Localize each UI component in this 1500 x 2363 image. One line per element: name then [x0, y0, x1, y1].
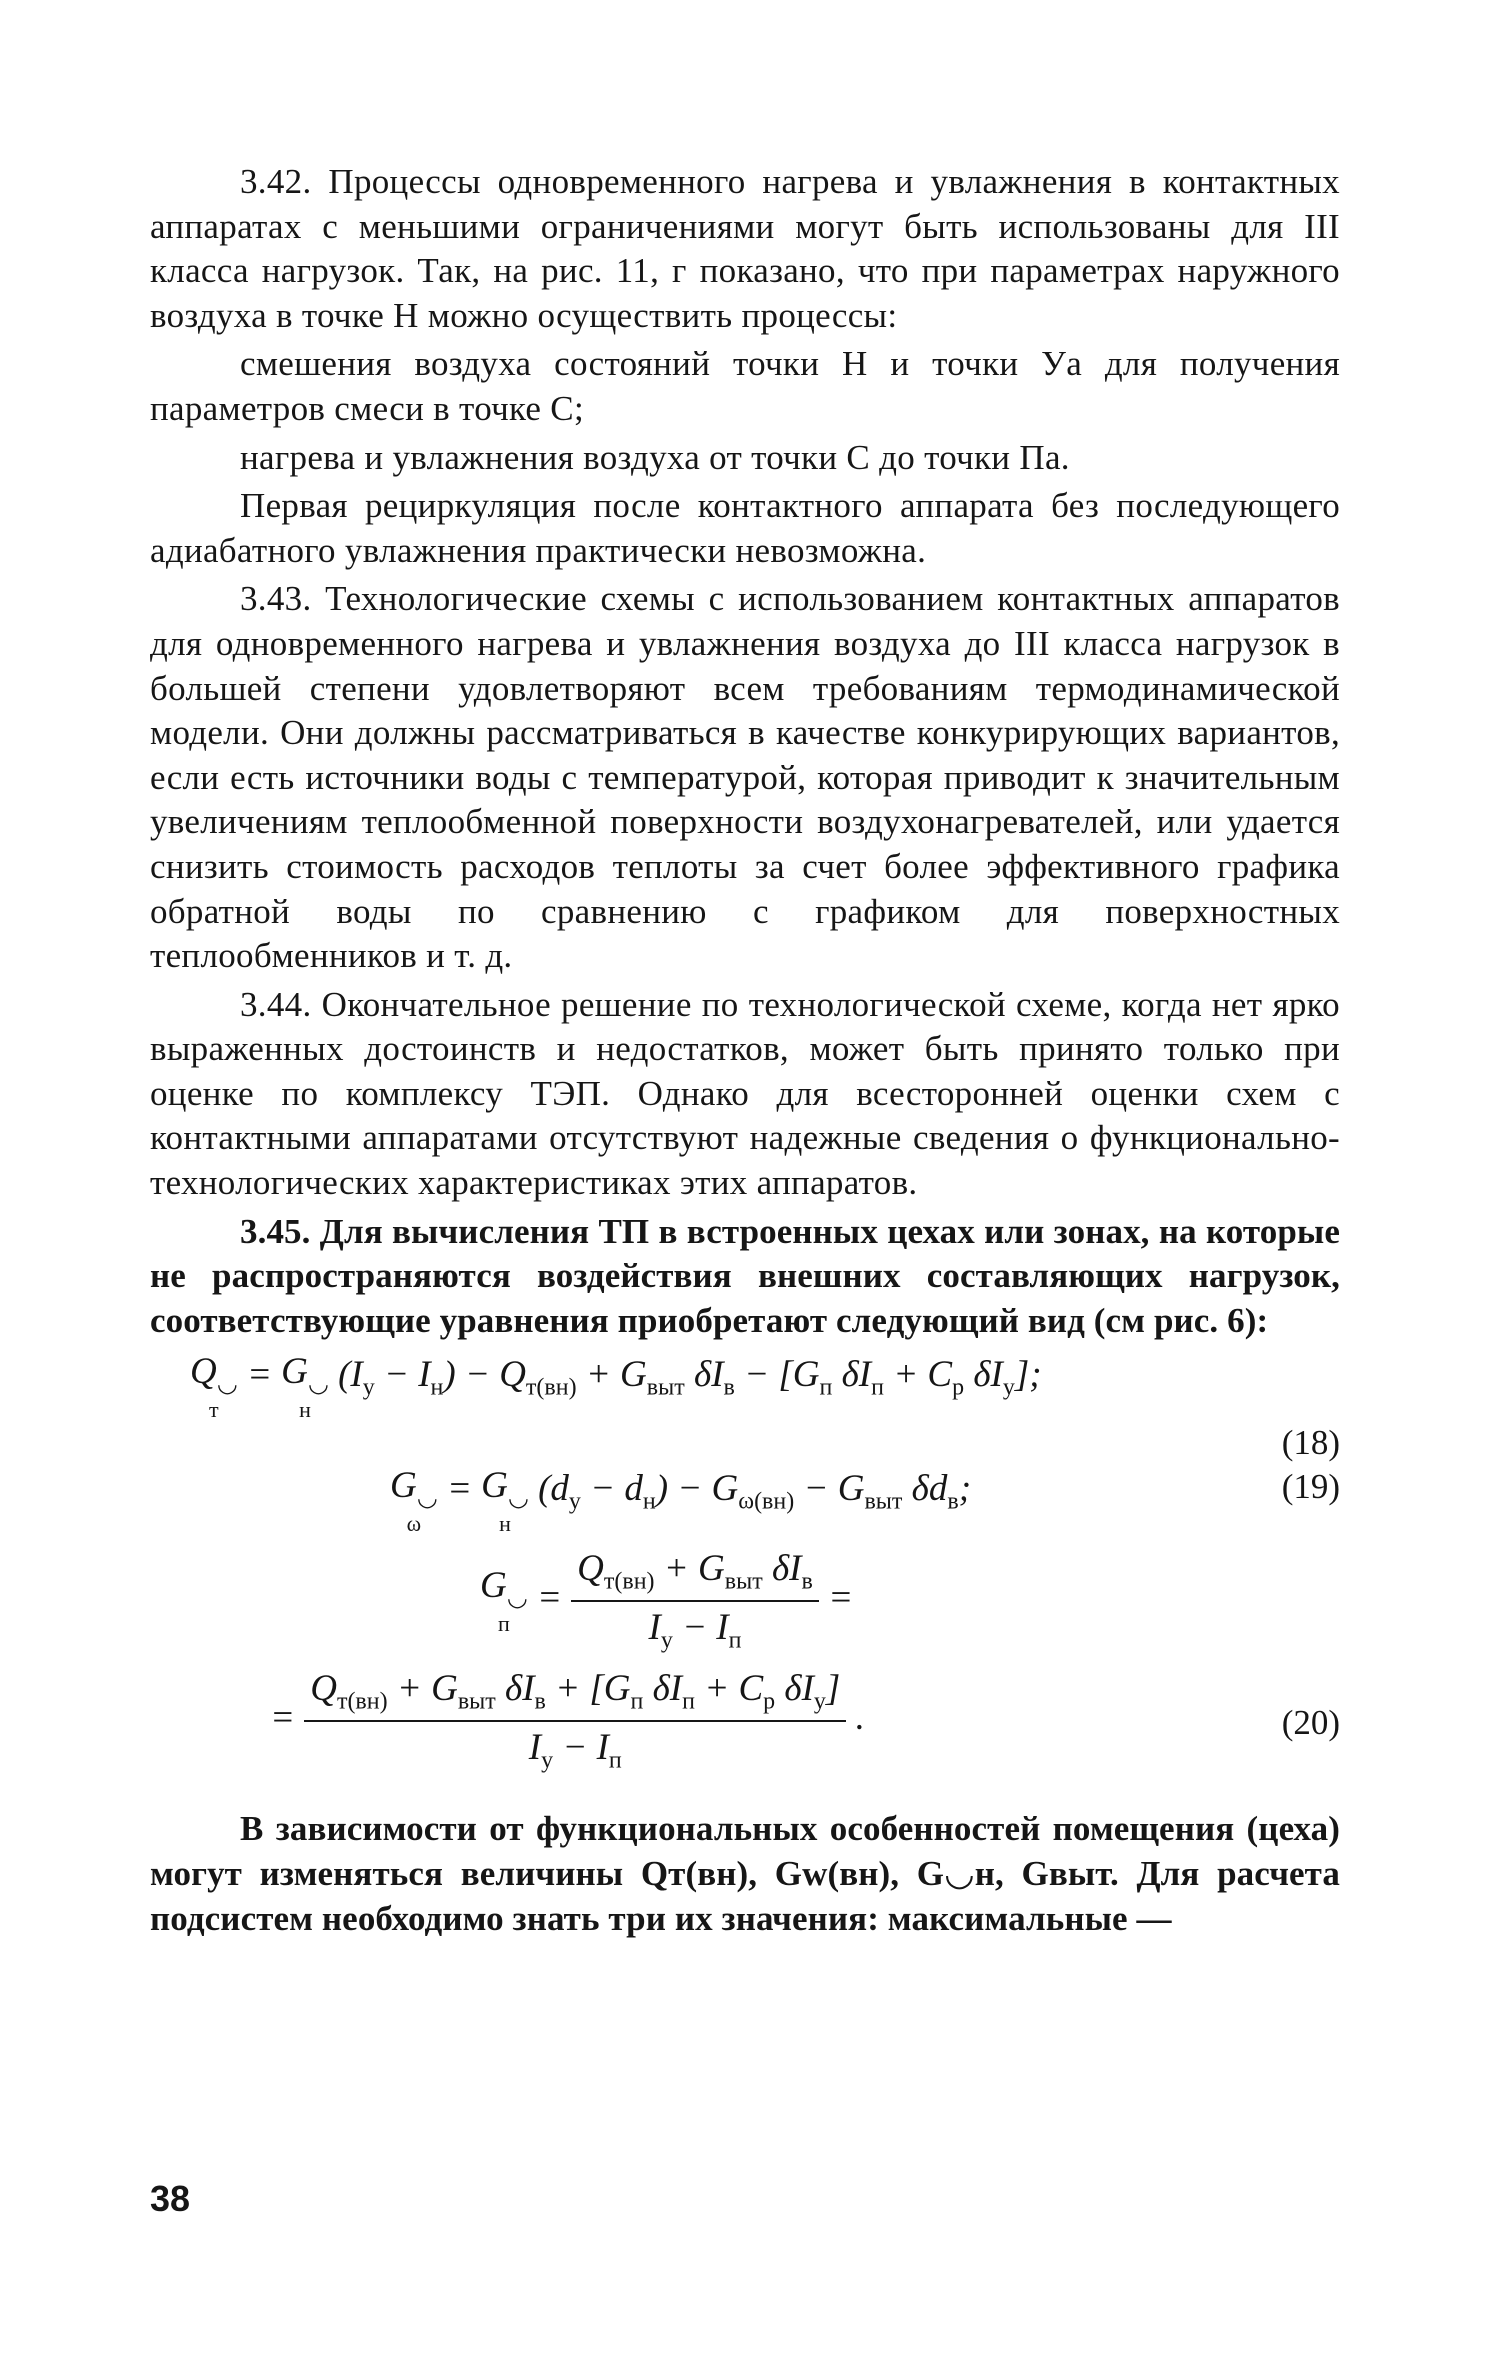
list-item-mixing: смешения воздуха состояний точки Н и точки Уа для получения параметров смеси в точке С; [150, 344, 1340, 428]
paragraph-3-45 [150, 1210, 1340, 1344]
paragraph-recirculation: Первая рециркуляция после контактного аппарата без последующего адиабатного увлажнения практически невозможна. [150, 486, 1340, 570]
section-number: 3.44. [240, 984, 312, 1024]
paragraph-text: Технологические схемы с использованием контактных аппаратов для одновременного нагрева и увлажнения воздуха до III класса нагрузок в большей степени удовлетворяют всем требованиям термодинамической модели. Они должны рассматриваться в качестве конкурирующих вариантов, если есть источники воды с температурой, которая приводит к значительным увеличениям теплообменной поверхности воздухонагревателей, или удается снизить стоимость расходов теплоты за счет более эффективного графика обратной воды по сравнению с графиком для поверхностных теплообменников и т. д. [150, 579, 1340, 976]
section-number: 3.43. [240, 579, 312, 619]
paragraph-functional-features: В зависимости от функциональных особенностей помещения (цеха) могут изменяться величины Qт(вн), Gw(вн), G◡н, Gвыт. Для расчета подсистем необходимо знать три их значения: максимальные — [150, 1809, 1340, 1938]
section-number: 3.42. [240, 162, 312, 201]
equation-number-20: (20) [1281, 1703, 1340, 1743]
paragraph-3-42 [150, 160, 1340, 338]
equation-20-line-1: $G_◡$ п = $\frac{Q_{т(вн)} + G_{выт} \delta I_в}{I_у - I_п}$ = [480, 1548, 854, 1654]
section-number: 3.45. [240, 1211, 311, 1251]
equation-19: $G_◡$ ω = $G_◡$ н $(d_у - d_н) - G_{\omega(вн)} - G_{выт}$ $\delta d_в$; (19) [390, 1465, 1340, 1536]
equation-18: $Q_◡$ т = $G_◡$ н $(I_у - I_н) - Q_{т(вн)} + G_{выт}$ $\delta I_в - [G_п$ $\delta I_п + C_р$ $\delta I_у$]; [190, 1351, 1042, 1422]
list-item-heating: нагрева и увлажнения воздуха от точки С до точки Па. [240, 437, 1070, 477]
paragraph-text: Для вычисления ТП в встроенных цехах или зонах, на которые не распространяются воздействия внешних составляющих нагрузок, соответствующие уравнения приобретают следующий вид (см рис. 6): [150, 1211, 1340, 1340]
document-page [150, 160, 1340, 1941]
equation-20-line-2: = $\frac{Q_{т(вн)} + G_{выт} \delta I_в + [G_п \delta I_п + C_р \delta I_у]}{I_у - I_п}$ . (20) [270, 1668, 1340, 1774]
paragraph-text: Окончательное решение по технологической схеме, когда нет ярко выраженных достоинств и недостатков, может быть принято только при оценке по комплексу ТЭП. Однако для всесторонней оценки схем с контактными аппаратами отсутствуют надежные сведения о функционально-технологических характеристиках этих аппаратов. [150, 984, 1340, 1203]
paragraph-3-43 [150, 577, 1340, 978]
paragraph-text: Процессы одновременного нагрева и увлажнения в контактных аппаратах с меньшими ограничениями могут быть использованы для III класса нагрузок. Так, на рис. 11, г показано, что при параметрах наружного воздуха в точке Н можно осуществить процессы: [150, 162, 1340, 335]
paragraph-3-44 [150, 983, 1340, 1206]
equation-number-18: (18) [1281, 1423, 1340, 1463]
equation-number-19: (19) [1281, 1467, 1340, 1507]
page-number: 38 [150, 2178, 191, 2219]
